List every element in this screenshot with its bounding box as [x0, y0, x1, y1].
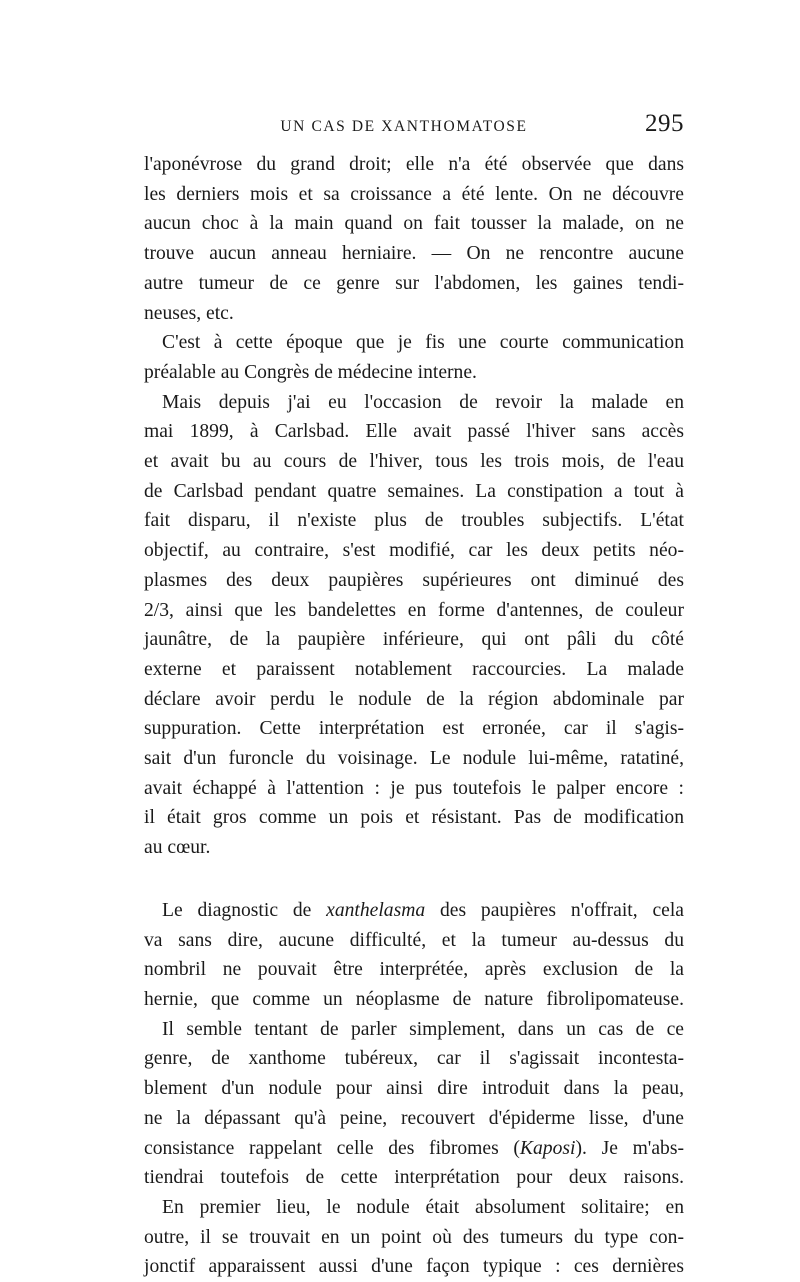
- text-line: et avait bu au cours de l'hiver, tous les trois mois, de l'eau: [144, 451, 684, 473]
- text-segment: Le diagnostic de: [162, 899, 327, 921]
- text-line: va sans dire, aucune difficulté, et la tumeur au-dessus du: [144, 929, 684, 951]
- text-line: de Carlsbad pendant quatre semaines. La constipation a tout à: [144, 480, 684, 502]
- text-line: Mais depuis j'ai eu l'occasion de revoir la malade en: [162, 391, 684, 413]
- text-segment: consistance rappelant celle des fibromes (: [144, 1137, 520, 1159]
- text-line: les derniers mois et sa croissance a été lente. On ne découvre: [144, 183, 684, 205]
- italic-term: xanthelasma: [326, 899, 426, 921]
- text-line: tiendrai toutefois de cette interprétation pour deux raisons.: [144, 1167, 684, 1189]
- text-line: outre, il se trouvait en un point où des tumeurs du type con-: [144, 1226, 684, 1248]
- text-line: nombril ne pouvait être interprétée, après exclusion de la: [144, 959, 684, 981]
- text-line: autre tumeur de ce genre sur l'abdomen, les gaines tendi-: [144, 272, 684, 294]
- text-line: C'est à cette époque que je fis une courte communication: [162, 332, 684, 354]
- text-line: jaunâtre, de la paupière inférieure, qui ont pâli du côté: [144, 629, 684, 651]
- text-line: avait échappé à l'attention : je pus toutefois le palper encore :: [144, 777, 684, 799]
- italic-term: Kaposi: [519, 1137, 576, 1159]
- text-segment: des paupières n'offrait, cela: [425, 899, 684, 921]
- page-header: [144, 110, 684, 146]
- text-line: fait disparu, il n'existe plus de troubles subjectifs. L'état: [144, 510, 684, 532]
- text-line: jonctif apparaissent aussi d'une façon typique : ces dernières: [144, 1256, 684, 1278]
- text-line: aucun choc à la main quand on fait tousser la malade, on ne: [144, 213, 684, 235]
- text-line: suppuration. Cette interprétation est erronée, car il s'agis-: [144, 718, 684, 740]
- body-text: [144, 150, 684, 1282]
- text-line: neuses, etc.: [144, 302, 234, 324]
- text-line: plasmes des deux paupières supérieures ont diminué des: [144, 569, 684, 591]
- text-line: déclare avoir perdu le nodule de la région abdominale par: [144, 688, 684, 710]
- running-title: UN CAS DE XANTHOMATOSE: [280, 118, 528, 135]
- text-segment: ). Je m'abs-: [575, 1137, 684, 1159]
- text-line: hernie, que comme un néoplasme de nature fibrolipomateuse.: [144, 988, 684, 1010]
- paragraph-3: [144, 388, 684, 863]
- text-line: ne la dépassant qu'à peine, recouvert d'épiderme lisse, d'une: [144, 1107, 684, 1129]
- paragraph-4: [144, 896, 684, 1015]
- paragraph-6: [144, 1193, 684, 1282]
- paragraph-2: [144, 328, 684, 387]
- paragraph-gap: [144, 863, 684, 896]
- page-number: 295: [645, 110, 684, 137]
- text-line: [144, 896, 684, 926]
- text-line: mai 1899, à Carlsbad. Elle avait passé l'hiver sans accès: [144, 421, 684, 443]
- text-line: blement d'un nodule pour ainsi dire introduit dans la peau,: [144, 1078, 684, 1100]
- text-line: externe et paraissent notablement raccourcies. La malade: [144, 658, 684, 680]
- text-line: préalable au Congrès de médecine interne.: [144, 361, 477, 383]
- paragraph-5: [144, 1015, 684, 1193]
- text-line: 2/3, ainsi que les bandelettes en forme d'antennes, de couleur: [144, 599, 684, 621]
- text-line: trouve aucun anneau herniaire. — On ne rencontre aucune: [144, 243, 684, 265]
- text-line: Il semble tentant de parler simplement, dans un cas de ce: [162, 1018, 684, 1040]
- text-line: genre, de xanthome tubéreux, car il s'agissait incontesta-: [144, 1048, 684, 1070]
- text-line: au cœur.: [144, 837, 211, 859]
- text-line: En premier lieu, le nodule était absolument solitaire; en: [162, 1196, 684, 1218]
- text-line: [144, 1134, 684, 1164]
- paragraph-1: [144, 150, 684, 328]
- text-line: il était gros comme un pois et résistant. Pas de modification: [144, 807, 684, 829]
- text-line: l'aponévrose du grand droit; elle n'a été observée que dans: [144, 154, 684, 175]
- text-line: objectif, au contraire, s'est modifié, car les deux petits néo-: [144, 540, 684, 562]
- text-line: sait d'un furoncle du voisinage. Le nodule lui-même, ratatiné,: [144, 748, 684, 770]
